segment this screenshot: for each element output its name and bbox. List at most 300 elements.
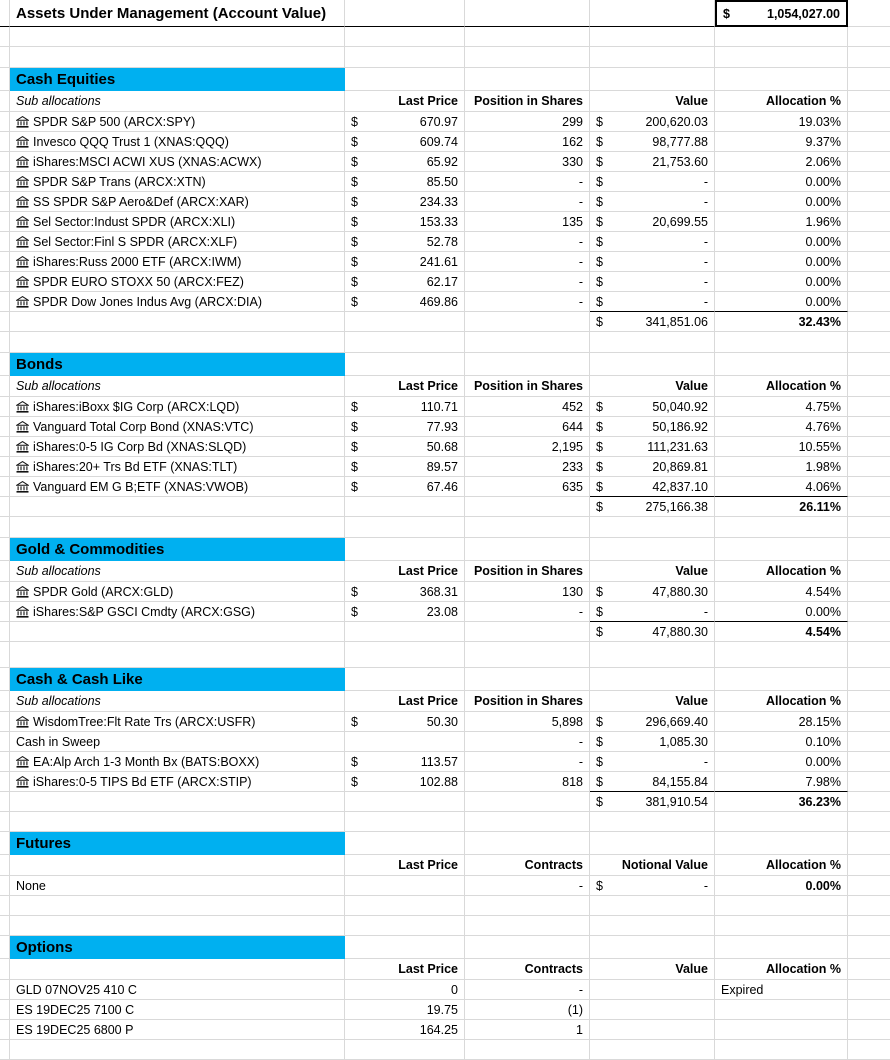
value-cell[interactable] (590, 172, 715, 192)
allocation-cell[interactable] (715, 252, 848, 272)
margin-cell[interactable] (0, 936, 10, 959)
empty-cell[interactable] (590, 538, 715, 561)
total-allocation-cell[interactable] (715, 497, 848, 517)
instrument-cell[interactable] (10, 417, 345, 437)
value-cell[interactable] (590, 132, 715, 152)
empty-cell[interactable] (10, 47, 345, 68)
allocation-cell[interactable] (715, 477, 848, 497)
column-header-value[interactable] (590, 855, 715, 876)
column-header-position[interactable] (465, 959, 590, 980)
column-header-allocation[interactable] (715, 376, 848, 397)
margin-cell[interactable] (0, 292, 10, 312)
last-price-cell[interactable] (345, 712, 465, 732)
empty-cell[interactable] (715, 353, 848, 376)
empty-cell[interactable] (848, 622, 890, 642)
column-header-last-price[interactable] (345, 959, 465, 980)
empty-cell[interactable] (590, 896, 715, 916)
empty-cell[interactable] (848, 752, 890, 772)
instrument-cell[interactable] (10, 1020, 345, 1040)
empty-cell[interactable] (848, 376, 890, 397)
empty-cell[interactable] (848, 292, 890, 312)
allocation-cell[interactable] (715, 772, 848, 792)
last-price-cell[interactable] (345, 397, 465, 417)
sub-allocations-cell[interactable] (10, 376, 345, 397)
empty-cell[interactable] (10, 27, 345, 47)
empty-cell[interactable] (590, 668, 715, 691)
sub-allocations-cell[interactable] (10, 91, 345, 112)
instrument-cell[interactable] (10, 212, 345, 232)
empty-cell[interactable] (0, 332, 10, 353)
empty-cell[interactable] (848, 397, 890, 417)
empty-cell[interactable] (10, 517, 345, 538)
empty-cell[interactable] (848, 876, 890, 896)
instrument-cell[interactable] (10, 152, 345, 172)
empty-cell[interactable] (848, 312, 890, 332)
empty-cell[interactable] (0, 517, 10, 538)
margin-cell[interactable] (0, 477, 10, 497)
margin-cell[interactable] (0, 497, 10, 517)
margin-cell[interactable] (0, 353, 10, 376)
empty-cell[interactable] (848, 959, 890, 980)
section-header[interactable] (10, 353, 345, 376)
allocation-cell[interactable] (715, 112, 848, 132)
empty-cell[interactable] (0, 916, 10, 936)
position-cell[interactable] (465, 712, 590, 732)
empty-cell[interactable] (848, 1000, 890, 1020)
value-cell[interactable] (590, 252, 715, 272)
empty-cell[interactable] (848, 132, 890, 152)
last-price-cell[interactable] (345, 752, 465, 772)
empty-cell[interactable] (345, 916, 465, 936)
margin-cell[interactable] (0, 668, 10, 691)
empty-cell[interactable] (10, 622, 345, 642)
margin-cell[interactable] (0, 772, 10, 792)
position-cell[interactable] (465, 112, 590, 132)
section-header[interactable] (10, 68, 345, 91)
empty-cell[interactable] (848, 232, 890, 252)
total-value-cell[interactable] (590, 312, 715, 332)
empty-cell[interactable] (848, 192, 890, 212)
empty-cell[interactable] (590, 353, 715, 376)
allocation-cell[interactable] (715, 212, 848, 232)
empty-cell[interactable] (465, 332, 590, 353)
margin-cell[interactable] (0, 192, 10, 212)
column-header-allocation[interactable] (715, 855, 848, 876)
allocation-cell[interactable] (715, 980, 848, 1000)
instrument-cell[interactable] (10, 712, 345, 732)
empty-cell[interactable] (590, 47, 715, 68)
column-header-value[interactable] (590, 691, 715, 712)
empty-cell[interactable] (848, 772, 890, 792)
value-cell[interactable] (590, 292, 715, 312)
empty-cell[interactable] (715, 27, 848, 47)
total-value-cell[interactable] (590, 792, 715, 812)
empty-cell[interactable] (848, 497, 890, 517)
empty-cell[interactable] (715, 1040, 848, 1060)
section-header[interactable] (10, 832, 345, 855)
margin-cell[interactable] (0, 272, 10, 292)
margin-cell[interactable] (0, 602, 10, 622)
allocation-cell[interactable] (715, 152, 848, 172)
empty-cell[interactable] (465, 353, 590, 376)
empty-cell[interactable] (715, 916, 848, 936)
empty-cell[interactable] (848, 1040, 890, 1060)
column-header-value[interactable] (590, 376, 715, 397)
empty-cell[interactable] (848, 691, 890, 712)
column-header-last-price[interactable] (345, 691, 465, 712)
empty-cell[interactable] (590, 936, 715, 959)
sub-allocations-cell[interactable] (10, 691, 345, 712)
page-title-cell[interactable] (10, 0, 345, 27)
value-cell[interactable] (590, 712, 715, 732)
empty-cell[interactable] (465, 68, 590, 91)
empty-cell[interactable] (848, 855, 890, 876)
empty-cell[interactable] (0, 1040, 10, 1060)
margin-cell[interactable] (0, 732, 10, 752)
column-header-allocation[interactable] (715, 91, 848, 112)
empty-cell[interactable] (848, 517, 890, 538)
last-price-cell[interactable] (345, 602, 465, 622)
last-price-cell[interactable] (345, 272, 465, 292)
margin-cell[interactable] (0, 792, 10, 812)
allocation-cell[interactable] (715, 876, 848, 896)
margin-cell[interactable] (0, 622, 10, 642)
instrument-cell[interactable] (10, 980, 345, 1000)
allocation-cell[interactable] (715, 292, 848, 312)
empty-cell[interactable] (0, 47, 10, 68)
last-price-cell[interactable] (345, 192, 465, 212)
value-cell[interactable] (590, 112, 715, 132)
empty-cell[interactable] (345, 812, 465, 832)
column-header-allocation[interactable] (715, 691, 848, 712)
margin-cell[interactable] (0, 112, 10, 132)
instrument-cell[interactable] (10, 132, 345, 152)
empty-cell[interactable] (465, 668, 590, 691)
position-cell[interactable] (465, 732, 590, 752)
empty-cell[interactable] (10, 312, 345, 332)
margin-cell[interactable] (0, 691, 10, 712)
margin-cell[interactable] (0, 132, 10, 152)
empty-cell[interactable] (465, 538, 590, 561)
instrument-cell[interactable] (10, 1000, 345, 1020)
empty-cell[interactable] (10, 812, 345, 832)
last-price-cell[interactable] (345, 232, 465, 252)
allocation-cell[interactable] (715, 437, 848, 457)
empty-cell[interactable] (848, 332, 890, 353)
last-price-cell[interactable] (345, 1020, 465, 1040)
margin-cell[interactable] (0, 232, 10, 252)
empty-cell[interactable] (345, 27, 465, 47)
empty-cell[interactable] (848, 732, 890, 752)
allocation-cell[interactable] (715, 732, 848, 752)
allocation-cell[interactable] (715, 752, 848, 772)
margin-cell[interactable] (0, 561, 10, 582)
empty-cell[interactable] (848, 561, 890, 582)
allocation-cell[interactable] (715, 272, 848, 292)
empty-cell[interactable] (848, 457, 890, 477)
empty-cell[interactable] (10, 1040, 345, 1060)
position-cell[interactable] (465, 152, 590, 172)
empty-cell[interactable] (465, 916, 590, 936)
sub-allocations-cell[interactable] (10, 561, 345, 582)
empty-cell[interactable] (715, 936, 848, 959)
last-price-cell[interactable] (345, 417, 465, 437)
instrument-cell[interactable] (10, 112, 345, 132)
last-price-cell[interactable] (345, 732, 465, 752)
empty-cell[interactable] (848, 27, 890, 47)
empty-cell[interactable] (715, 47, 848, 68)
position-cell[interactable] (465, 397, 590, 417)
instrument-cell[interactable] (10, 457, 345, 477)
column-header-last-price[interactable] (345, 561, 465, 582)
empty-cell[interactable] (848, 602, 890, 622)
empty-cell[interactable] (465, 312, 590, 332)
column-header-last-price[interactable] (345, 91, 465, 112)
empty-cell[interactable] (715, 332, 848, 353)
total-allocation-cell[interactable] (715, 622, 848, 642)
empty-cell[interactable] (848, 792, 890, 812)
instrument-cell[interactable] (10, 477, 345, 497)
margin-cell[interactable] (0, 376, 10, 397)
empty-cell[interactable] (10, 792, 345, 812)
position-cell[interactable] (465, 457, 590, 477)
margin-cell[interactable] (0, 437, 10, 457)
empty-cell[interactable] (0, 27, 10, 47)
instrument-cell[interactable] (10, 397, 345, 417)
empty-cell[interactable] (848, 152, 890, 172)
margin-cell[interactable] (0, 752, 10, 772)
empty-cell[interactable] (345, 68, 465, 91)
empty-cell[interactable] (590, 916, 715, 936)
empty-cell[interactable] (0, 812, 10, 832)
empty-cell[interactable] (590, 832, 715, 855)
margin-cell[interactable] (0, 457, 10, 477)
instrument-cell[interactable] (10, 292, 345, 312)
empty-cell[interactable] (848, 68, 890, 91)
position-cell[interactable] (465, 1020, 590, 1040)
empty-cell[interactable] (345, 832, 465, 855)
margin-cell[interactable] (0, 538, 10, 561)
last-price-cell[interactable] (345, 477, 465, 497)
last-price-cell[interactable] (345, 437, 465, 457)
position-cell[interactable] (465, 772, 590, 792)
margin-cell[interactable] (0, 397, 10, 417)
column-header-allocation[interactable] (715, 561, 848, 582)
empty-cell[interactable] (10, 916, 345, 936)
margin-cell[interactable] (0, 959, 10, 980)
account-total-cell[interactable] (715, 0, 848, 27)
position-cell[interactable] (465, 980, 590, 1000)
instrument-cell[interactable] (10, 876, 345, 896)
position-cell[interactable] (465, 752, 590, 772)
last-price-cell[interactable] (345, 980, 465, 1000)
section-header[interactable] (10, 668, 345, 691)
value-cell[interactable] (590, 232, 715, 252)
empty-cell[interactable] (345, 936, 465, 959)
empty-cell[interactable] (848, 832, 890, 855)
instrument-cell[interactable] (10, 172, 345, 192)
value-cell[interactable] (590, 980, 715, 1000)
empty-cell[interactable] (10, 332, 345, 353)
empty-cell[interactable] (465, 896, 590, 916)
empty-cell[interactable] (10, 896, 345, 916)
sub-allocations-cell[interactable] (10, 959, 345, 980)
column-header-position[interactable] (465, 855, 590, 876)
empty-cell[interactable] (345, 642, 465, 668)
margin-cell[interactable] (0, 212, 10, 232)
margin-cell[interactable] (0, 712, 10, 732)
margin-cell[interactable] (0, 876, 10, 896)
value-cell[interactable] (590, 212, 715, 232)
position-cell[interactable] (465, 132, 590, 152)
empty-cell[interactable] (848, 272, 890, 292)
last-price-cell[interactable] (345, 457, 465, 477)
empty-cell[interactable] (848, 353, 890, 376)
empty-cell[interactable] (848, 417, 890, 437)
empty-cell[interactable] (345, 517, 465, 538)
instrument-cell[interactable] (10, 232, 345, 252)
empty-cell[interactable] (345, 497, 465, 517)
empty-cell[interactable] (848, 477, 890, 497)
margin-cell[interactable] (0, 68, 10, 91)
empty-cell[interactable] (848, 252, 890, 272)
section-header[interactable] (10, 936, 345, 959)
instrument-cell[interactable] (10, 437, 345, 457)
value-cell[interactable] (590, 582, 715, 602)
empty-cell[interactable] (345, 353, 465, 376)
margin-cell[interactable] (0, 417, 10, 437)
column-header-value[interactable] (590, 561, 715, 582)
last-price-cell[interactable] (345, 172, 465, 192)
last-price-cell[interactable] (345, 132, 465, 152)
empty-cell[interactable] (848, 1020, 890, 1040)
empty-cell[interactable] (848, 812, 890, 832)
margin-cell[interactable] (0, 252, 10, 272)
position-cell[interactable] (465, 602, 590, 622)
empty-cell[interactable] (465, 0, 590, 27)
position-cell[interactable] (465, 1000, 590, 1020)
margin-cell[interactable] (0, 832, 10, 855)
margin-cell[interactable] (0, 152, 10, 172)
empty-cell[interactable] (848, 936, 890, 959)
section-header[interactable] (10, 538, 345, 561)
column-header-position[interactable] (465, 376, 590, 397)
allocation-cell[interactable] (715, 1000, 848, 1020)
position-cell[interactable] (465, 582, 590, 602)
empty-cell[interactable] (465, 622, 590, 642)
allocation-cell[interactable] (715, 417, 848, 437)
allocation-cell[interactable] (715, 397, 848, 417)
total-value-cell[interactable] (590, 622, 715, 642)
column-header-position[interactable] (465, 691, 590, 712)
position-cell[interactable] (465, 876, 590, 896)
empty-cell[interactable] (590, 1040, 715, 1060)
column-header-position[interactable] (465, 561, 590, 582)
allocation-cell[interactable] (715, 582, 848, 602)
empty-cell[interactable] (848, 896, 890, 916)
value-cell[interactable] (590, 876, 715, 896)
position-cell[interactable] (465, 232, 590, 252)
empty-cell[interactable] (345, 622, 465, 642)
margin-cell[interactable] (0, 582, 10, 602)
empty-cell[interactable] (465, 497, 590, 517)
last-price-cell[interactable] (345, 1000, 465, 1020)
value-cell[interactable] (590, 192, 715, 212)
instrument-cell[interactable] (10, 192, 345, 212)
value-cell[interactable] (590, 477, 715, 497)
empty-cell[interactable] (465, 47, 590, 68)
allocation-cell[interactable] (715, 457, 848, 477)
empty-cell[interactable] (848, 668, 890, 691)
value-cell[interactable] (590, 417, 715, 437)
empty-cell[interactable] (465, 792, 590, 812)
allocation-cell[interactable] (715, 172, 848, 192)
empty-cell[interactable] (715, 68, 848, 91)
empty-cell[interactable] (590, 812, 715, 832)
value-cell[interactable] (590, 437, 715, 457)
empty-cell[interactable] (465, 517, 590, 538)
value-cell[interactable] (590, 1000, 715, 1020)
empty-cell[interactable] (590, 27, 715, 47)
value-cell[interactable] (590, 752, 715, 772)
empty-cell[interactable] (590, 642, 715, 668)
empty-cell[interactable] (0, 896, 10, 916)
empty-cell[interactable] (715, 538, 848, 561)
value-cell[interactable] (590, 772, 715, 792)
margin-cell[interactable] (0, 172, 10, 192)
position-cell[interactable] (465, 272, 590, 292)
margin-cell[interactable] (0, 91, 10, 112)
empty-cell[interactable] (848, 112, 890, 132)
empty-cell[interactable] (715, 668, 848, 691)
margin-cell[interactable] (0, 312, 10, 332)
empty-cell[interactable] (465, 832, 590, 855)
empty-cell[interactable] (848, 91, 890, 112)
empty-cell[interactable] (0, 642, 10, 668)
total-allocation-cell[interactable] (715, 312, 848, 332)
last-price-cell[interactable] (345, 876, 465, 896)
empty-cell[interactable] (345, 312, 465, 332)
empty-cell[interactable] (715, 896, 848, 916)
empty-cell[interactable] (715, 517, 848, 538)
empty-cell[interactable] (848, 47, 890, 68)
empty-cell[interactable] (590, 517, 715, 538)
empty-cell[interactable] (345, 538, 465, 561)
empty-cell[interactable] (715, 812, 848, 832)
allocation-cell[interactable] (715, 712, 848, 732)
empty-cell[interactable] (848, 538, 890, 561)
position-cell[interactable] (465, 437, 590, 457)
margin-cell[interactable] (0, 1020, 10, 1040)
margin-cell[interactable] (0, 0, 10, 27)
empty-cell[interactable] (715, 642, 848, 668)
last-price-cell[interactable] (345, 112, 465, 132)
last-price-cell[interactable] (345, 252, 465, 272)
empty-cell[interactable] (848, 642, 890, 668)
empty-cell[interactable] (345, 47, 465, 68)
instrument-cell[interactable] (10, 272, 345, 292)
empty-cell[interactable] (848, 980, 890, 1000)
instrument-cell[interactable] (10, 582, 345, 602)
value-cell[interactable] (590, 1020, 715, 1040)
empty-cell[interactable] (465, 812, 590, 832)
empty-cell[interactable] (465, 27, 590, 47)
empty-cell[interactable] (590, 68, 715, 91)
empty-cell[interactable] (848, 437, 890, 457)
margin-cell[interactable] (0, 855, 10, 876)
last-price-cell[interactable] (345, 212, 465, 232)
empty-cell[interactable] (848, 582, 890, 602)
